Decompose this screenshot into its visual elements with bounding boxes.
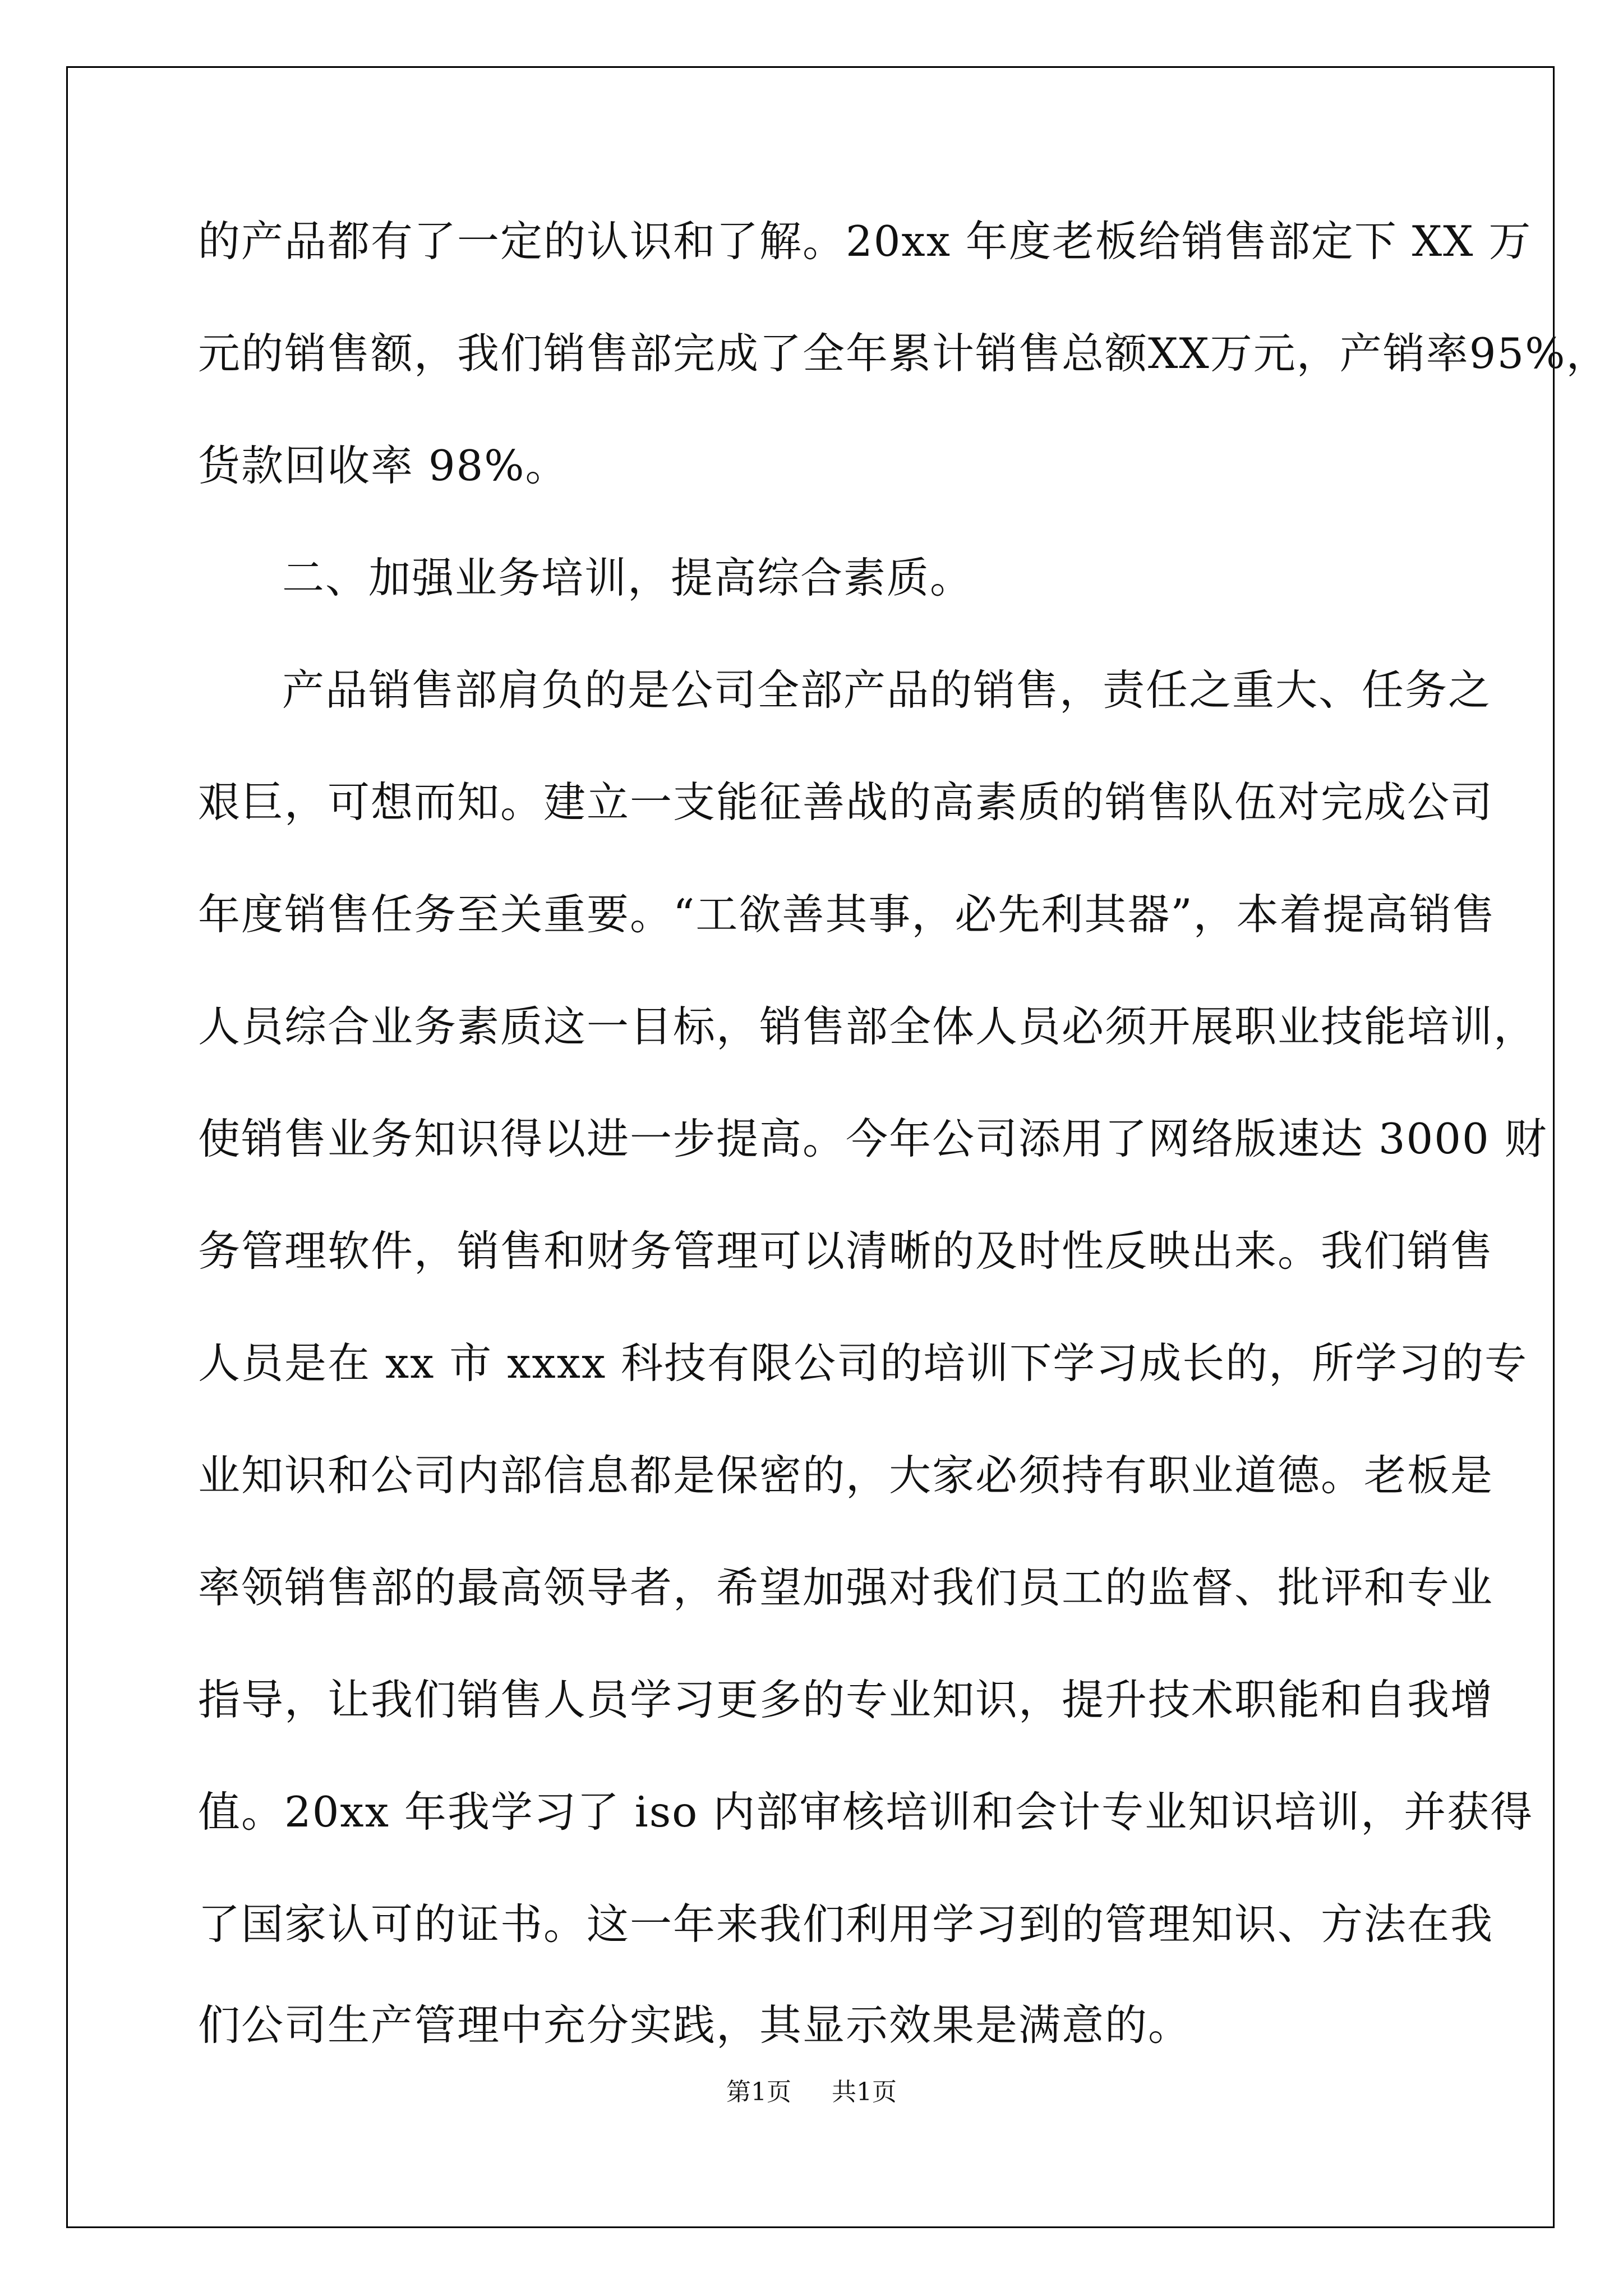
page-number-total: 共1页 (832, 2078, 897, 2106)
text-line: 人员是在 xx 市 xxxx 科技有限公司的培训下学习成长的，所学习的专 (198, 1338, 1528, 1388)
page-number-separator (799, 2078, 824, 2106)
text-line: 值。20xx 年我学习了 iso 内部审核培训和会计专业知识培训，并获得 (198, 1787, 1534, 1837)
text-line: 们公司生产管理中充分实践，其显示效果是满意的。 (198, 2000, 1192, 2050)
text-line: 的产品都有了一定的认识和了解。20xx 年度老板给销售部定下 XX 万 (198, 217, 1532, 266)
page-number-current: 第1页 (726, 2078, 791, 2106)
text-line: 了国家认可的证书。这一年来我们利用学习到的管理知识、方法在我 (198, 1899, 1494, 1949)
section-heading: 二、加强业务培训，提高综合素质。 (282, 553, 974, 602)
text-line: 指导，让我们销售人员学习更多的专业知识，提升技术职能和自我增 (198, 1675, 1494, 1724)
text-line: 年度销售任务至关重要。“工欲善其事，必先利其器”，本着提高销售 (198, 890, 1496, 939)
text-line: 使销售业务知识得以进一步提高。今年公司添用了网络版速达 3000 财 (198, 1114, 1548, 1163)
text-line: 元的销售额，我们销售部完成了全年累计销售总额XX万元，产销率95%， (198, 329, 1610, 378)
text-line: 艰巨，可想而知。建立一支能征善战的高素质的销售队伍对完成公司 (198, 777, 1494, 827)
text-line: 人员综合业务素质这一目标，销售部全体人员必须开展职业技能培训， (198, 1002, 1537, 1051)
text-line: 率领销售部的最高领导者，希望加强对我们员工的监督、批评和专业 (198, 1563, 1494, 1612)
text-line: 产品销售部肩负的是公司全部产品的销售，责任之重大、任务之 (282, 665, 1492, 715)
text-line: 业知识和公司内部信息都是保密的，大家必须持有职业道德。老板是 (198, 1451, 1494, 1500)
text-line: 务管理软件，销售和财务管理可以清晰的及时性反映出来。我们销售 (198, 1226, 1494, 1276)
text-line: 货款回收率 98%。 (198, 441, 569, 490)
page-footer (0, 2076, 1623, 2109)
